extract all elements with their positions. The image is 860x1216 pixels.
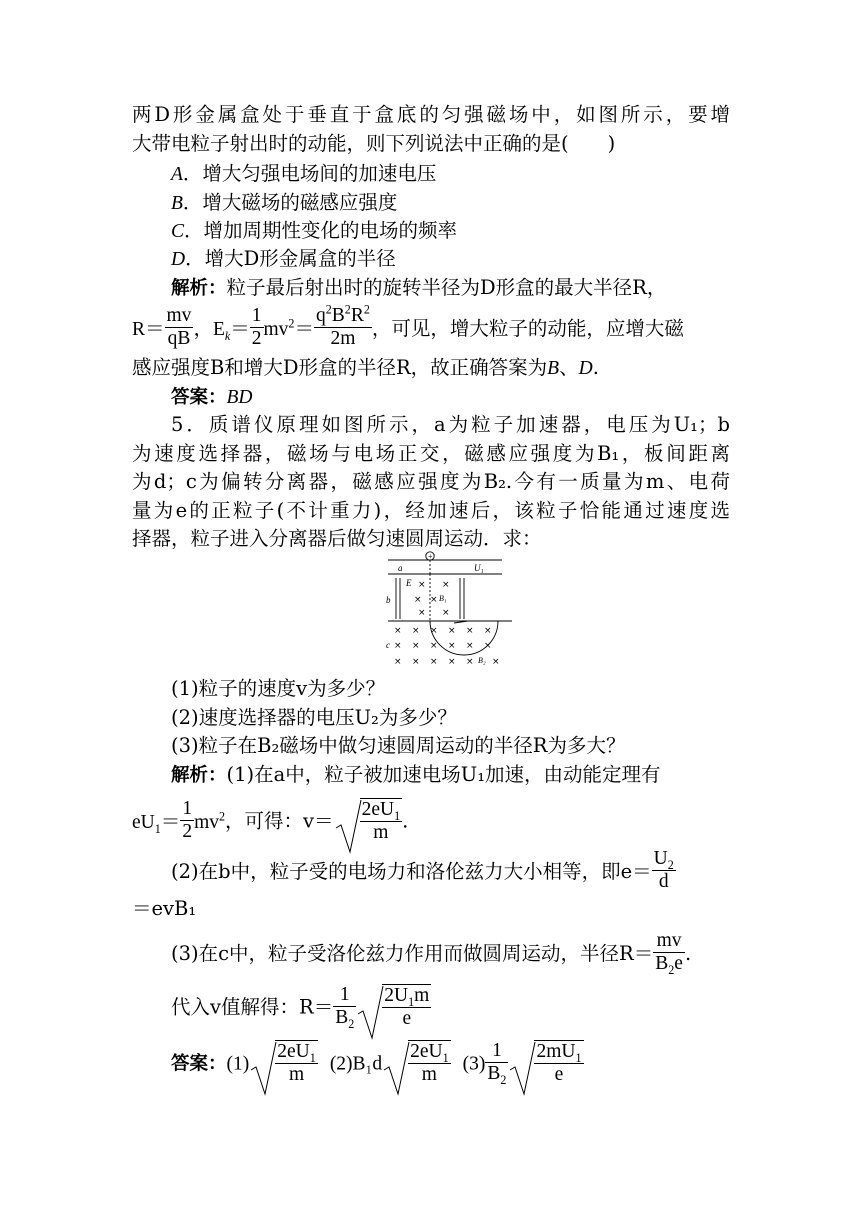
svg-text:×: × bbox=[394, 641, 402, 651]
question-3: (3)粒子在B₂磁场中做匀速圆周运动的半径R为多大？ bbox=[171, 734, 626, 757]
svg-text:×: × bbox=[466, 626, 474, 636]
analysis4-formula-line: R＝ $\frac{mv}{qB}$ ，$E_k=$ $\frac{1}{2}$ $mv^2=$ $\frac{q^2B^2R^2}{2m}$ ，可见，增大粒子的动能，应增大磁 bbox=[132, 302, 684, 349]
label-u1: U₁ bbox=[474, 563, 484, 573]
formula-mv-over-qB: $\frac{mv}{qB}$ bbox=[166, 305, 192, 349]
label-b2: B₂ bbox=[478, 656, 486, 665]
problem5-line1: 5．质谱仪原理如图所示，a为粒子加速器，电压为U₁；b bbox=[171, 413, 730, 436]
answer5-line bbox=[171, 1040, 584, 1088]
svg-text:×: × bbox=[418, 580, 426, 590]
svg-text:×: × bbox=[448, 641, 456, 651]
formula-1-over-b2: $\frac{1}{B_2}$ bbox=[487, 1039, 507, 1087]
sqrt-answer-2: $\frac{2eU_1}{m}$ bbox=[382, 1040, 451, 1088]
sqrt-answer-3: $\frac{2mU_1}{e}$ bbox=[508, 1040, 583, 1088]
option-b bbox=[171, 189, 397, 218]
svg-text:×: × bbox=[442, 608, 450, 618]
problem5-line5: 择器，粒子进入分离器后做匀速圆周运动．求： bbox=[132, 527, 542, 550]
field-crosses bbox=[394, 580, 500, 667]
svg-text:×: × bbox=[466, 657, 474, 667]
analysis-text: (2)在b中，粒子受的电场力和洛伦兹力大小相等，即e＝ bbox=[171, 860, 652, 883]
option-letter: A bbox=[171, 164, 183, 185]
answer-letter: D bbox=[578, 358, 593, 379]
sqrt-answer-1: $\frac{2eU_1}{m}$ bbox=[249, 1040, 318, 1088]
problem4-line1: 两D形金属盒处于垂直于盒底的匀强磁场中，如图所示，要增 bbox=[132, 103, 730, 126]
answer-label: 答案： bbox=[171, 387, 227, 408]
analysis-text: 粒子最后射出时的旋转半径为D形盒的最大半径R， bbox=[226, 276, 667, 299]
analysis-text: 代入v值解得：R＝ bbox=[171, 995, 334, 1019]
svg-text:×: × bbox=[430, 657, 438, 667]
sqrt-2U1m-over-e: $\frac{2U_1m}{e}$ bbox=[356, 984, 431, 1032]
label-b1: B₁ bbox=[439, 594, 447, 603]
option-letter: D bbox=[171, 249, 186, 270]
svg-text:×: × bbox=[442, 580, 450, 590]
analysis-text: (3)在c中，粒子受洛伦兹力作用而做圆周运动，半径R＝ bbox=[171, 942, 654, 965]
svg-text:×: × bbox=[492, 657, 500, 667]
analysis5-line4: ＝evB₁ bbox=[132, 897, 197, 920]
problem5-line4: 量为e的正粒子(不计重力)，经加速后，该粒子恰能通过速度选 bbox=[132, 499, 730, 522]
answer-letter: B bbox=[547, 358, 560, 379]
answer-part-1: (1) bbox=[226, 1053, 250, 1075]
period: . bbox=[592, 356, 599, 379]
option-text: ．增大D形金属盒的半径 bbox=[185, 247, 396, 270]
svg-text:×: × bbox=[394, 626, 402, 636]
answer-part-2: (2)B₁d bbox=[329, 1053, 383, 1075]
svg-text:×: × bbox=[484, 641, 492, 651]
svg-text:×: × bbox=[412, 657, 420, 667]
analysis5-line6 bbox=[171, 984, 431, 1032]
problem5-line3: 为d；c为偏转分离器，磁感应强度为B₂.今有一质量为m、电荷 bbox=[132, 470, 730, 493]
svg-text:×: × bbox=[448, 657, 456, 667]
option-d bbox=[171, 245, 396, 274]
analysis-label: 解析： bbox=[171, 765, 227, 786]
label-b: b bbox=[386, 595, 391, 605]
option-text: ．增加周期性变化的电场的频率 bbox=[184, 219, 458, 242]
formula-kinetic-energy: $\frac{q^2B^2R^2}{2m}$ bbox=[315, 302, 370, 349]
formula-half: $\frac{1}{2}$ bbox=[251, 305, 262, 349]
option-c bbox=[171, 217, 457, 246]
option-text: ．增大匀强电场间的加速电压 bbox=[182, 162, 437, 185]
svg-text:×: × bbox=[394, 657, 402, 667]
answer4-line bbox=[171, 383, 253, 412]
option-letter: B bbox=[171, 193, 183, 214]
svg-text:×: × bbox=[412, 626, 420, 636]
option-letter: C bbox=[171, 221, 185, 242]
mass-spectrometer-figure bbox=[384, 551, 516, 675]
analysis4-line3 bbox=[132, 354, 599, 383]
problem5-line2: 为速度选择器，磁场与电场正交，磁感应强度为B₁，板间距离 bbox=[132, 442, 730, 465]
label-e: E bbox=[406, 578, 412, 588]
formula-u2-over-d: $\frac{U_2}{d}$ bbox=[653, 848, 674, 892]
svg-text:×: × bbox=[412, 641, 420, 651]
svg-text:×: × bbox=[414, 595, 422, 605]
svg-text:×: × bbox=[430, 626, 438, 636]
analysis5-line5: (3)在c中，粒子受洛伦兹力作用而做圆周运动，半径R＝ $\frac{mv}{B_2e}$ . bbox=[171, 930, 692, 977]
plus-sign: + bbox=[428, 552, 433, 561]
option-text: ．增大磁场的磁感应强度 bbox=[182, 191, 398, 214]
analysis-text: ，可得：v＝ bbox=[225, 809, 334, 833]
analysis4-line1 bbox=[171, 274, 666, 303]
answer-value: BD bbox=[226, 387, 253, 408]
analysis5-line1 bbox=[171, 761, 661, 790]
separator: 、 bbox=[559, 356, 579, 379]
analysis5-line2: $eU_1=$ $\frac{1}{2}$ $mv^2$，可得：v＝ $\frac{2eU_1}{m}$ . bbox=[132, 798, 408, 846]
formula-mv-over-b2e: $\frac{mv}{B_2e}$ bbox=[655, 930, 683, 977]
formula-half: $\frac{1}{2}$ bbox=[182, 797, 193, 842]
analysis-text: ，可见，增大粒子的动能，应增大磁 bbox=[371, 317, 684, 340]
question-2: (2)速度选择器的电压U₂为多少？ bbox=[171, 706, 457, 729]
svg-text:×: × bbox=[430, 595, 438, 605]
answer-label: 答案： bbox=[171, 1053, 227, 1075]
label-a: a bbox=[398, 563, 403, 573]
svg-text:×: × bbox=[448, 626, 456, 636]
analysis5-line3 bbox=[171, 850, 676, 895]
problem4-line2: 大带电粒子射出时的动能，则下列说法中正确的是( ) bbox=[132, 132, 616, 155]
svg-text:×: × bbox=[418, 608, 426, 618]
analysis-text: 感应强度B和增大D形盒的半径R，故正确答案为 bbox=[132, 356, 548, 379]
answer-part-3: (3) bbox=[462, 1053, 486, 1075]
svg-text:×: × bbox=[484, 626, 492, 636]
option-a bbox=[171, 160, 436, 189]
sqrt-2eU1-over-m: $\frac{2eU_1}{m}$ bbox=[334, 798, 403, 846]
svg-text:×: × bbox=[466, 641, 474, 651]
label-c: c bbox=[386, 640, 390, 650]
question-1: (1)粒子的速度v为多少？ bbox=[171, 677, 386, 700]
svg-text:×: × bbox=[430, 641, 438, 651]
analysis-label: 解析： bbox=[171, 278, 227, 299]
analysis-text: (1)在a中，粒子被加速电场U₁加速，由动能定理有 bbox=[226, 763, 661, 786]
formula-1-over-b2: $\frac{1}{B_2}$ bbox=[335, 983, 355, 1031]
